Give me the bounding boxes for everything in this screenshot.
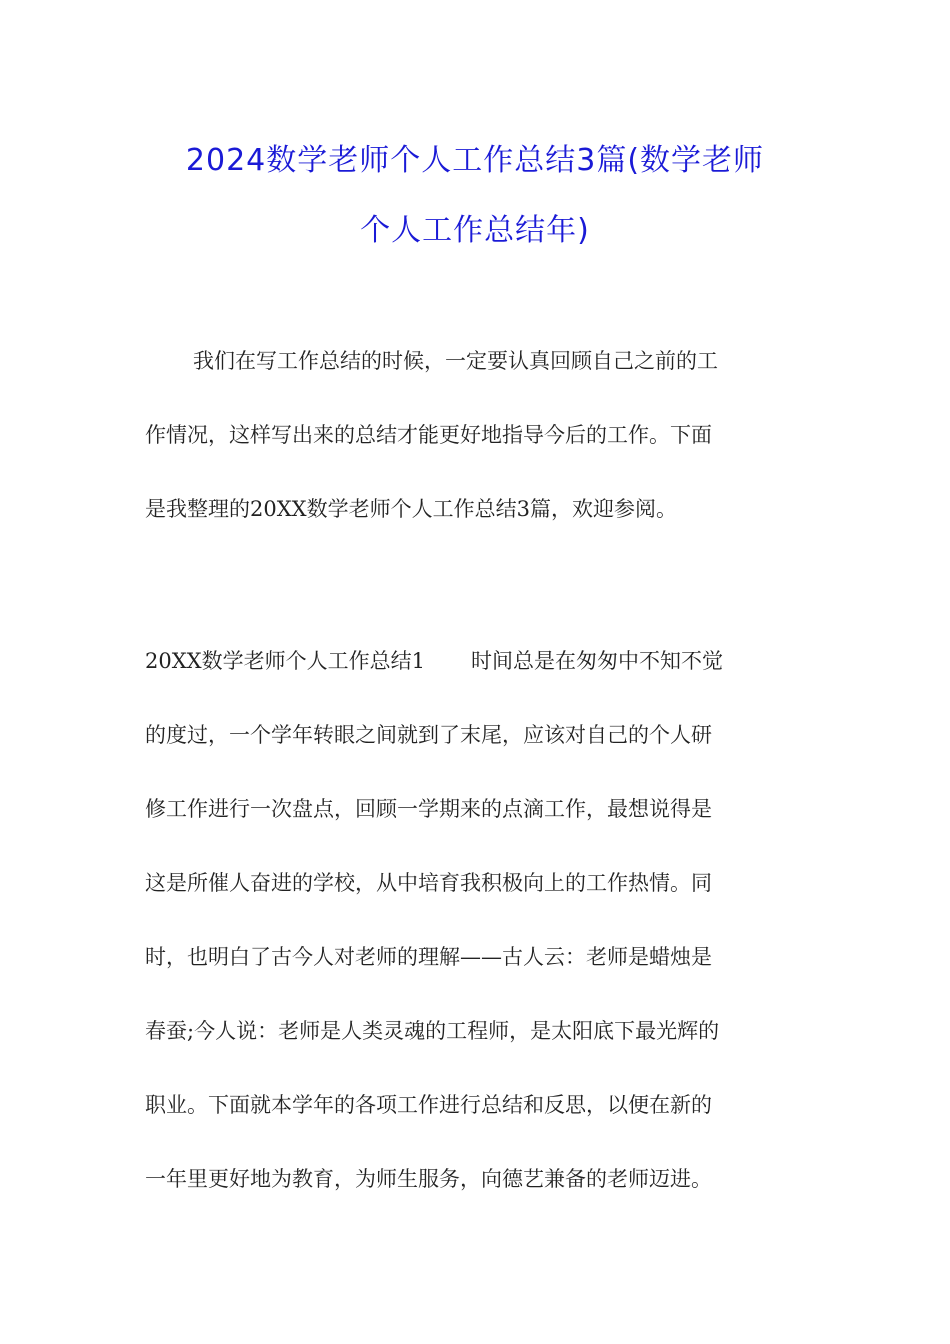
title-line-2: 个人工作总结年) xyxy=(360,213,590,248)
section-1-paragraph xyxy=(145,624,810,1216)
body-line: 春蚕;今人说：老师是人类灵魂的工程师，是太阳底下最光辉的 xyxy=(145,1019,720,1043)
title-line-1: 2024数学老师个人工作总结3篇(数学老师 xyxy=(185,143,765,178)
body-line: 修工作进行一次盘点，回顾一学期来的点滴工作，最想说得是 xyxy=(145,797,712,821)
body-line: 的度过，一个学年转眼之间就到了末尾，应该对自己的个人研 xyxy=(145,723,712,747)
intro-line: 是我整理的20XX数学老师个人工作总结3篇，欢迎参阅。 xyxy=(145,497,677,521)
section-1-heading: 20XX数学老师个人工作总结1 xyxy=(145,649,425,673)
body-line: 时，也明白了古今人对老师的理解——古人云：老师是蜡烛是 xyxy=(145,945,712,969)
section-1-first-line-text: 时间总是在匆匆中不知不觉 xyxy=(470,649,723,673)
body-line: 职业。下面就本学年的各项工作进行总结和反思，以便在新的 xyxy=(145,1093,712,1117)
body-line: 这是所催人奋进的学校，从中培育我积极向上的工作热情。同 xyxy=(145,871,712,895)
body-line: 一年里更好地为教育，为师生服务，向德艺兼备的老师迈进。 xyxy=(145,1167,712,1191)
intro-line: 我们在写工作总结的时候，一定要认真回顾自己之前的工 xyxy=(193,349,718,373)
section-1-first-line xyxy=(145,624,810,698)
intro-line: 作情况，这样写出来的总结才能更好地指导今后的工作。下面 xyxy=(145,423,712,447)
document-title xyxy=(140,126,810,266)
intro-paragraph xyxy=(145,324,810,546)
